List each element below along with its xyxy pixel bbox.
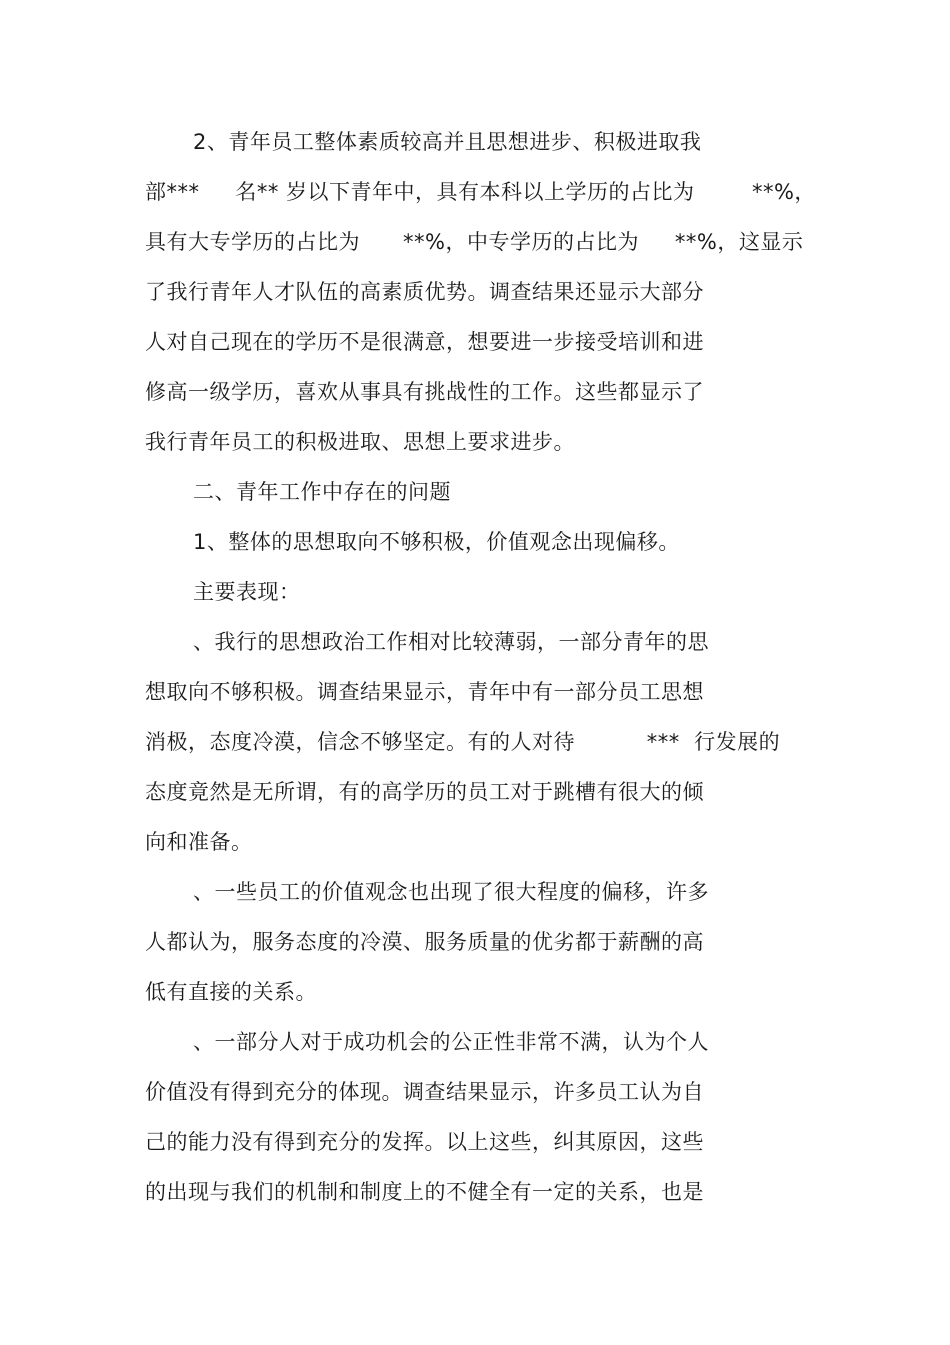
paragraph-line: 、我行的思想政治工作相对比较薄弱，一部分青年的思 [193,630,709,654]
paragraph-line: 具有大专学历的占比为 **%，中专学历的占比为 **%，这显示 [145,230,804,254]
paragraph-line: 态度竟然是无所谓，有的高学历的员工对于跳槽有很大的倾 [145,780,704,804]
paragraph-line: 修高一级学历，喜欢从事具有挑战性的工作。这些都显示了 [145,380,704,404]
paragraph-line: 价值没有得到充分的体现。调查结果显示，许多员工认为自 [145,1080,704,1104]
paragraph-line: 部*** 名** 岁以下青年中，具有本科以上学历的占比为 **%， [145,180,816,204]
paragraph-line: 低有直接的关系。 [145,980,317,1004]
paragraph-line: 、一部分人对于成功机会的公正性非常不满，认为个人 [193,1030,709,1054]
paragraph-line: 己的能力没有得到充分的发挥。以上这些，纠其原因，这些 [145,1130,704,1154]
paragraph-line: 消极，态度冷漠，信念不够坚定。有的人对待 *** 行发展的 [145,730,781,754]
paragraph-line: 、一些员工的价值观念也出现了很大程度的偏移，许多 [193,880,709,904]
subsection-label: 主要表现： [193,580,301,604]
paragraph-line: 想取向不够积极。调查结果显示，青年中有一部分员工思想 [145,680,704,704]
subsection-heading: 1、整体的思想取向不够积极，价值观念出现偏移。 [193,530,680,554]
paragraph-line: 我行青年员工的积极进取、思想上要求进步。 [145,430,575,454]
paragraph-line: 了我行青年人才队伍的高素质优势。调查结果还显示大部分 [145,280,704,304]
paragraph-line: 2、青年员工整体素质较高并且思想进步、积极进取我 [193,130,702,154]
paragraph-line: 人对自己现在的学历不是很满意，想要进一步接受培训和进 [145,330,704,354]
paragraph-line: 的出现与我们的机制和制度上的不健全有一定的关系，也是 [145,1180,704,1204]
section-heading: 二、青年工作中存在的问题 [193,480,451,504]
paragraph-line: 向和准备。 [145,830,253,854]
paragraph-line: 人都认为，服务态度的冷漠、服务质量的优劣都于薪酬的高 [145,930,704,954]
